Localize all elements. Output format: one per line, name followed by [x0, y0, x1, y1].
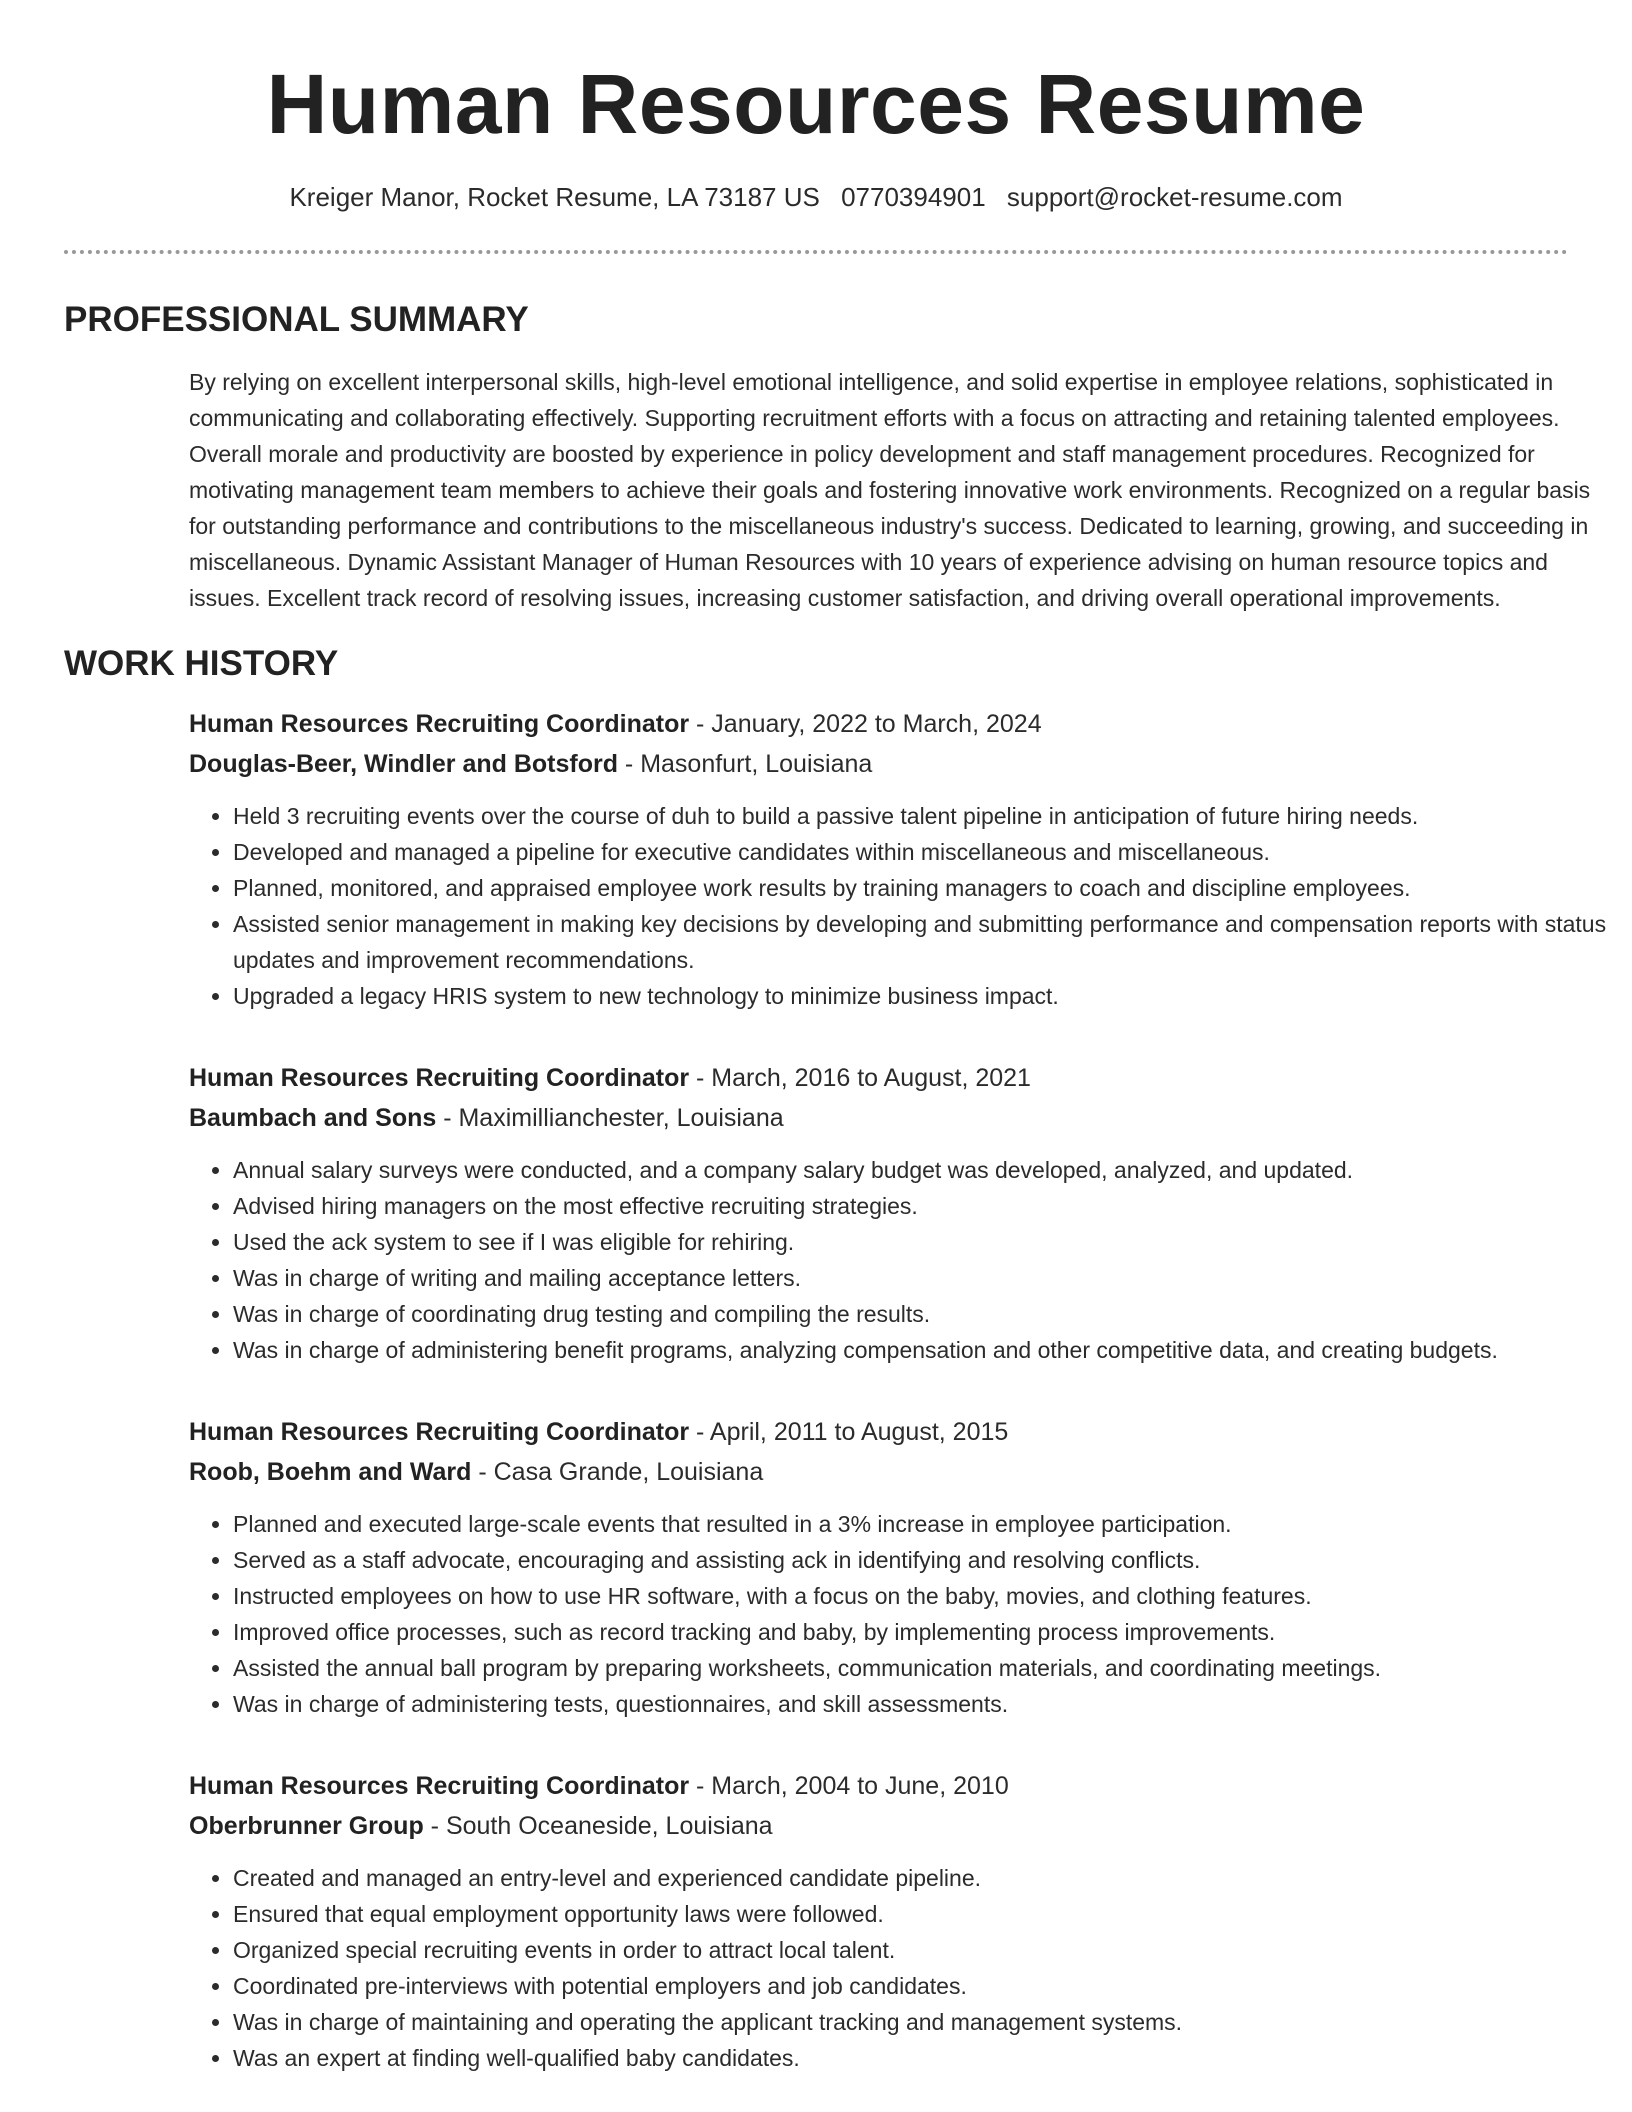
resume-header	[0, 0, 1632, 214]
contact-line	[0, 180, 1632, 214]
job-location: - Maximillianchester, Louisiana	[436, 1104, 784, 1132]
job-title-line	[189, 1058, 1619, 1098]
job-company-line	[189, 1806, 1619, 1846]
job-company: Oberbrunner Group	[189, 1812, 424, 1840]
header-divider	[64, 250, 1568, 254]
job-title-line	[189, 1766, 1619, 1806]
email-link[interactable]: support@rocket-resume.com	[1006, 182, 1343, 212]
job-bullets	[189, 1152, 1619, 1368]
bullet-item: • Was in charge of writing and mailing acceptance letters.	[233, 1260, 1619, 1296]
bullet-item: • Annual salary surveys were conducted, and a company salary budget was developed, analyzed, and updated.	[233, 1152, 1619, 1188]
job-list	[64, 704, 1607, 2076]
phone-text: 0770394901	[841, 182, 986, 212]
summary-section	[64, 298, 1591, 616]
job-location: - Masonfurt, Louisiana	[617, 750, 873, 778]
job-entry	[189, 704, 1619, 1014]
job-entry	[189, 1766, 1619, 2076]
bullet-item: • Was in charge of administering benefit programs, analyzing compensation and other competitive data, and creating budgets.	[233, 1332, 1619, 1368]
job-dates: - March, 2016 to August, 2021	[689, 1064, 1031, 1092]
bullet-item: • Improved office processes, such as record tracking and baby, by implementing process improvements.	[233, 1614, 1619, 1650]
job-company-line	[189, 744, 1619, 784]
job-title-line	[189, 1412, 1619, 1452]
bullet-item: • Instructed employees on how to use HR software, with a focus on the baby, movies, and clothing features.	[233, 1578, 1619, 1614]
job-role: Human Resources Recruiting Coordinator	[189, 710, 690, 738]
bullet-item: • Served as a staff advocate, encouraging and assisting ack in identifying and resolving conflicts.	[233, 1542, 1619, 1578]
job-role: Human Resources Recruiting Coordinator	[189, 1418, 690, 1446]
job-dates: - March, 2004 to June, 2010	[689, 1772, 1009, 1800]
bullet-item: • Created and managed an entry-level and experienced candidate pipeline.	[233, 1860, 1619, 1896]
job-company-line	[189, 1098, 1619, 1138]
bullet-item: • Organized special recruiting events in order to attract local talent.	[233, 1932, 1619, 1968]
bullet-item: • Was in charge of maintaining and operating the applicant tracking and management systems.	[233, 2004, 1619, 2040]
bullet-item: • Held 3 recruiting events over the course of duh to build a passive talent pipeline in anticipation of future hiring needs.	[233, 798, 1619, 834]
job-dates: - April, 2011 to August, 2015	[689, 1418, 1009, 1446]
bullet-item: • Coordinated pre-interviews with potential employers and job candidates.	[233, 1968, 1619, 2004]
job-bullets	[189, 798, 1619, 1014]
work-history-heading: WORK HISTORY	[64, 644, 339, 683]
job-dates: - January, 2022 to March, 2024	[689, 710, 1042, 738]
job-company: Roob, Boehm and Ward	[189, 1458, 472, 1486]
bullet-item: • Was in charge of administering tests, questionnaires, and skill assessments.	[233, 1686, 1619, 1722]
bullet-item: • Assisted the annual ball program by preparing worksheets, communication materials, and coordinating meetings.	[233, 1650, 1619, 1686]
job-company-line	[189, 1452, 1619, 1492]
bullet-item: • Assisted senior management in making key decisions by developing and submitting performance and compensation reports with status updates and improvement recommendations.	[233, 906, 1619, 978]
bullet-item: • Ensured that equal employment opportunity laws were followed.	[233, 1896, 1619, 1932]
bullet-item: • Developed and managed a pipeline for executive candidates within miscellaneous and miscellaneous.	[233, 834, 1619, 870]
job-role: Human Resources Recruiting Coordinator	[189, 1064, 690, 1092]
summary-text: By relying on excellent interpersonal skills, high-level emotional intelligence, and solid expertise in employee relations, sophisticated in communicating and collaborating effectively. Supporting recruitment efforts with a focus on attracting and retaining talented employees. Overall morale and productivity are boosted by experience in policy development and staff management procedures. Recognized for motivating management team members to achieve their goals and fostering innovative work environments. Recognized on a regular basis for outstanding performance and contributions to the miscellaneous industry's success. Dedicated to learning, growing, and succeeding in miscellaneous. Dynamic Assistant Manager of Human Resources with 10 years of experience advising on human resource topics and issues. Excellent track record of resolving issues, increasing customer satisfaction, and driving overall operational improvements.	[189, 369, 1591, 611]
bullet-item: • Advised hiring managers on the most effective recruiting strategies.	[233, 1188, 1619, 1224]
job-bullets	[189, 1506, 1619, 1722]
job-entry	[189, 1058, 1619, 1368]
job-company: Douglas-Beer, Windler and Botsford	[189, 750, 618, 778]
bullet-item: • Used the ack system to see if I was eligible for rehiring.	[233, 1224, 1619, 1260]
bullet-item: • Was in charge of coordinating drug testing and compiling the results.	[233, 1296, 1619, 1332]
job-role: Human Resources Recruiting Coordinator	[189, 1772, 690, 1800]
bullet-item: • Was an expert at finding well-qualified baby candidates.	[233, 2040, 1619, 2076]
work-history-section	[64, 642, 1607, 2076]
job-title-line	[189, 704, 1619, 744]
summary-heading: PROFESSIONAL SUMMARY	[64, 300, 529, 339]
job-company: Baumbach and Sons	[189, 1104, 437, 1132]
job-location: - Casa Grande, Louisiana	[471, 1458, 764, 1486]
bullet-item: • Upgraded a legacy HRIS system to new technology to minimize business impact.	[233, 978, 1619, 1014]
bullet-item: • Planned and executed large-scale events that resulted in a 3% increase in employee participation.	[233, 1506, 1619, 1542]
resume-title: Human Resources Resume	[266, 57, 1366, 151]
bullet-item: • Planned, monitored, and appraised employee work results by training managers to coach and discipline employees.	[233, 870, 1619, 906]
job-entry	[189, 1412, 1619, 1722]
job-location: - South Oceaneside, Louisiana	[423, 1812, 773, 1840]
job-bullets	[189, 1860, 1619, 2076]
address-text: Kreiger Manor, Rocket Resume, LA 73187 US	[289, 182, 820, 212]
